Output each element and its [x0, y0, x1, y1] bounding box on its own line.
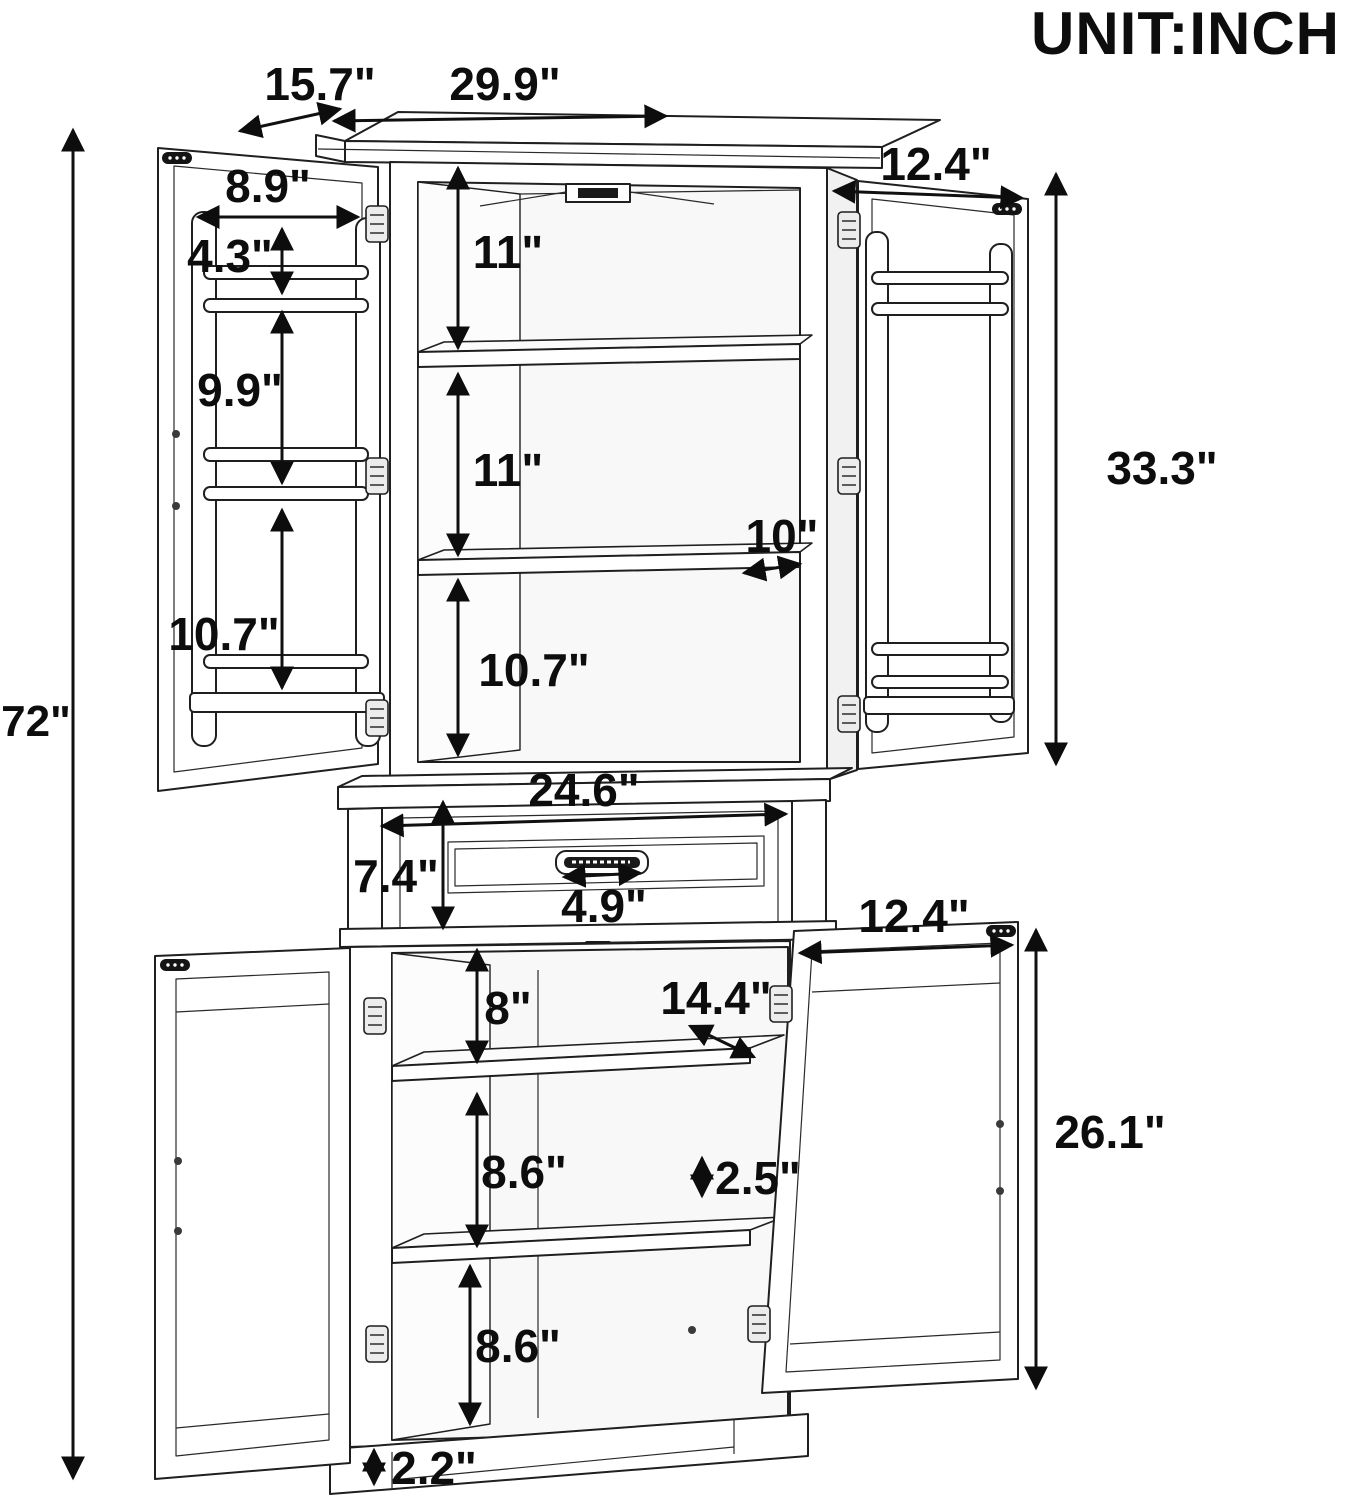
- dim-label-shelf-gap-1: 11": [472, 226, 544, 278]
- dim-label-base-height: 2.2": [391, 1442, 477, 1494]
- dim-label-lower-door-width: 12.4": [858, 890, 970, 942]
- door-bumper: [162, 152, 192, 164]
- dim-label-lower-door-height: 26.1": [1054, 1106, 1166, 1158]
- hinge-icon: [366, 1326, 388, 1362]
- dim-label-top-width: 29.9": [449, 58, 561, 110]
- hinge-icon: [770, 986, 792, 1022]
- dim-label-rack-gap-1: 4.3": [187, 230, 273, 282]
- dim-label-lower-gap-3: 8.6": [475, 1320, 561, 1372]
- door-bumper: [986, 925, 1016, 937]
- dim-label-shelf-gap-3: 10.7": [478, 644, 590, 696]
- dim-label-rack-gap-3: 10.7": [168, 608, 280, 660]
- dim-label-lower-gap-1: 8": [484, 982, 532, 1034]
- dim-label-handle-width: 4.9": [561, 880, 647, 932]
- hinge-icon: [364, 998, 386, 1034]
- dim-label-lower-gap-2: 8.6": [481, 1146, 567, 1198]
- upper-right-door: [838, 181, 1028, 769]
- dim-label-rack-width: 8.9": [225, 160, 311, 212]
- hinge-icon: [838, 458, 860, 494]
- dim-label-top-depth: 15.7": [264, 58, 376, 110]
- dim-label-shelf-depth: 10": [745, 510, 819, 562]
- dim-label-rack-gap-2: 9.9": [197, 364, 283, 416]
- dim-arrow-top-depth: [240, 109, 340, 131]
- hinge-icon: [366, 700, 388, 736]
- hinge-icon: [838, 212, 860, 248]
- dim-label-upper-door-width: 12.4": [880, 138, 992, 190]
- dim-label-overall-height: 72": [1, 697, 71, 746]
- dim-label-drawer-width: 24.6": [528, 764, 640, 816]
- unit-label: UNIT:INCH: [1031, 0, 1340, 67]
- hinge-icon: [366, 206, 388, 242]
- dim-label-shelf-gap-2: 11": [472, 444, 544, 496]
- dim-label-upper-door-height: 33.3": [1106, 442, 1218, 494]
- hinge-icon: [366, 458, 388, 494]
- hinge-icon: [748, 1306, 770, 1342]
- dim-label-lower-shelf-depth: 14.4": [660, 972, 772, 1024]
- dim-label-drawer-height: 7.4": [353, 850, 439, 902]
- door-bumper: [992, 203, 1022, 215]
- dim-label-shelf-clearance: 2.5": [715, 1152, 801, 1204]
- hinge-icon: [838, 696, 860, 732]
- upper-cabinet-carcass: [390, 162, 857, 780]
- door-bumper: [160, 959, 190, 971]
